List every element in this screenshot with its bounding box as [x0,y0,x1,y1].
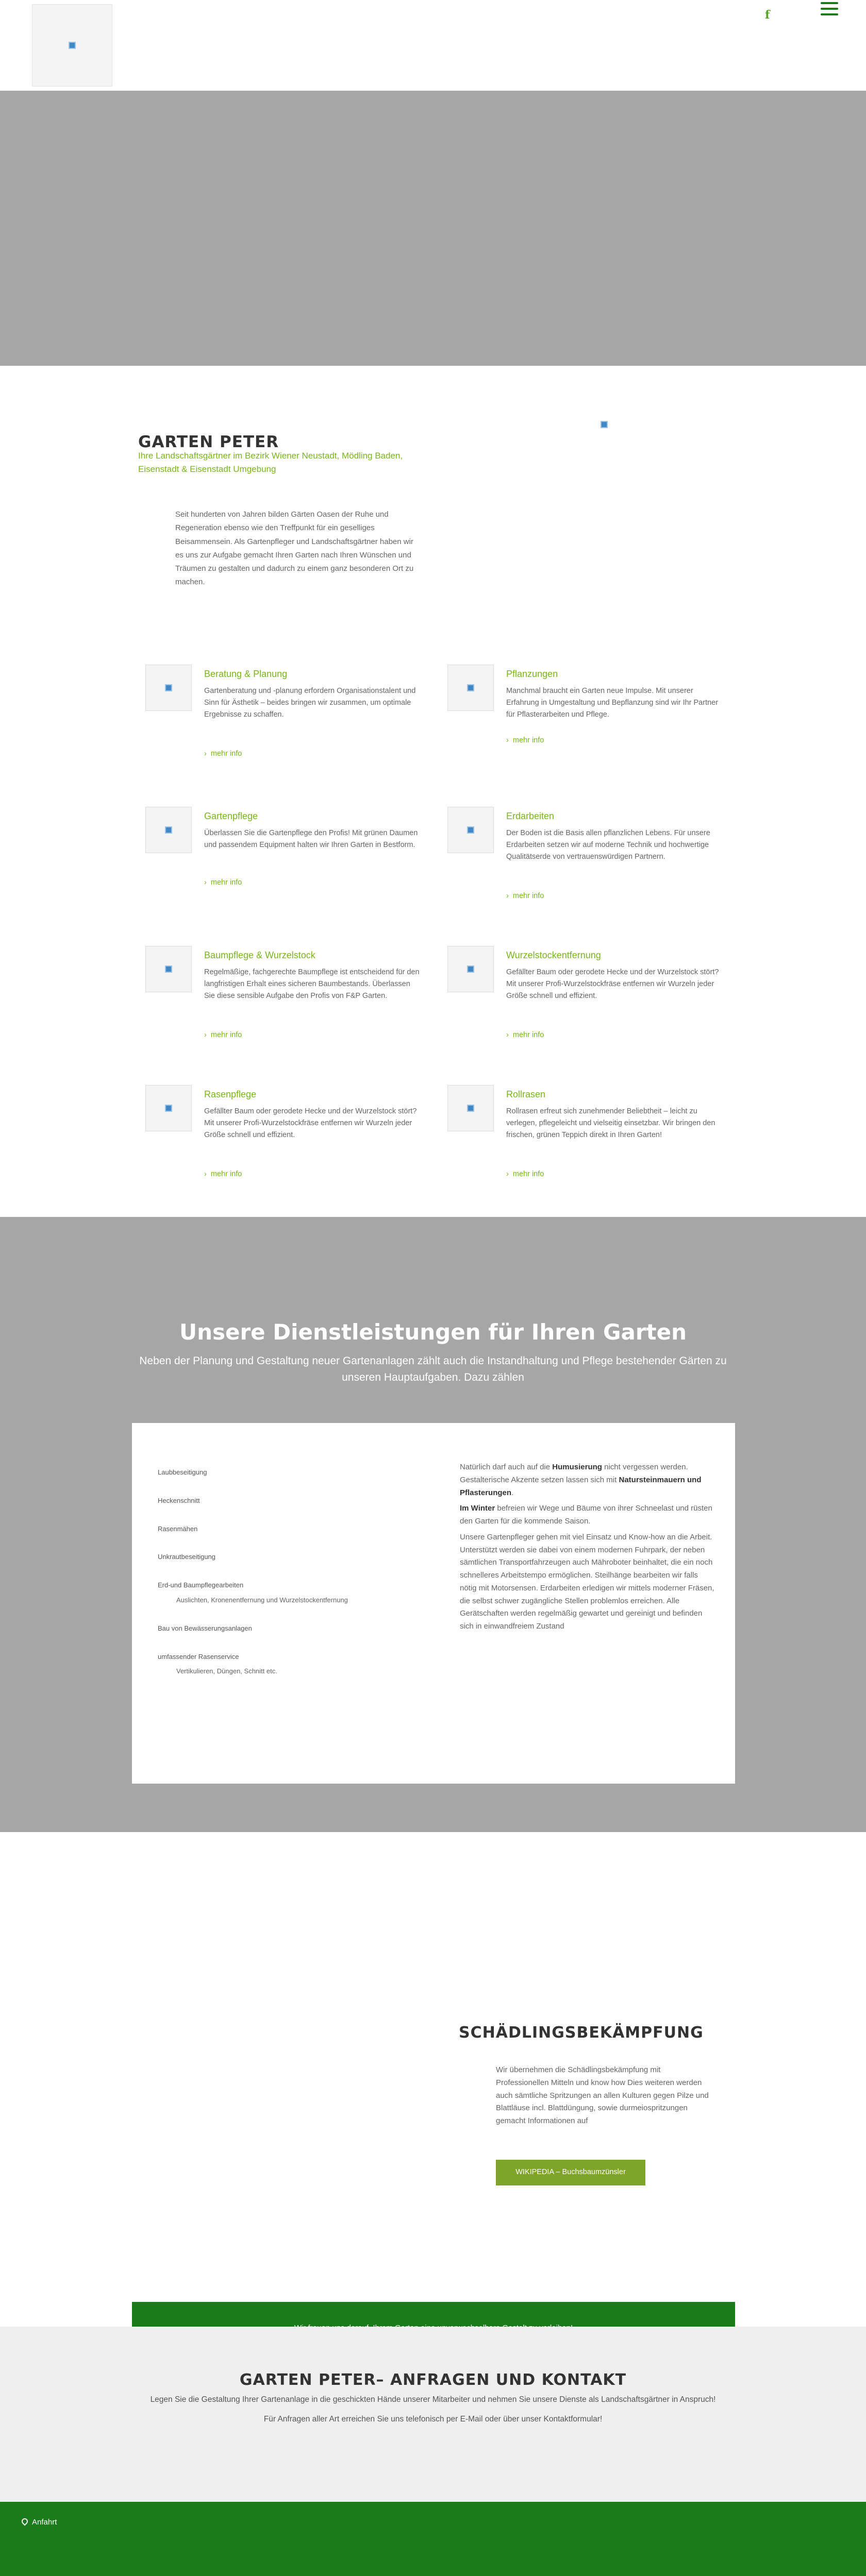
chevron-right-icon: › [204,1170,211,1178]
list-item: Bau von Bewässerungsanlagen [158,1624,252,1632]
services-overview-section [0,1217,866,1832]
intro-image [600,420,608,429]
section-title: SCHÄDLINGSBEKÄMPFUNG [459,2024,704,2042]
image-placeholder-icon [467,826,474,834]
intro-section [0,366,866,1217]
service-card [447,946,726,1070]
services-description [460,1461,715,1636]
image-placeholder-icon [467,965,474,973]
service-title[interactable]: Gartenpflege [204,811,258,821]
service-title[interactable]: Rasenpflege [204,1089,257,1099]
more-info-link[interactable]: › mehr info [506,1170,544,1178]
list-item: umfassender Rasenservice Vertikulieren, Düngen, Schnitt etc. [158,1652,405,1677]
list-item: Erd-und Baumpflegearbeiten Auslichten, Kronenentfernung und Wurzelstockentfernung [158,1580,405,1606]
section-subtitle: Neben der Planung und Gestaltung neuer Gartenanlagen zählt auch die Instandhaltung und Pflege bestehender Gärten zu unseren Hauptaufgaben. Dazu zählen [139,1355,727,1383]
site-logo[interactable] [32,4,112,87]
image-placeholder-icon [165,965,172,973]
service-card [145,807,424,930]
service-title[interactable]: Erdarbeiten [506,811,555,821]
hamburger-menu-icon[interactable] [821,2,838,18]
service-text: Überlassen Sie die Gartenpflege den Profis! Mit grünen Daumen und passendem Equipment halten wir Ihren Garten in Bestform. [204,829,418,850]
more-info-link[interactable]: › mehr info [506,736,544,744]
list-item-detail: Vertikulieren, Düngen, Schnitt etc. [176,1667,277,1675]
service-text: Rollrasen erfreut sich zunehmender Beliebtheit – leicht zu verlegen, pflegeleicht und vielseitig einsetzbar. Wir bringen den frischen, grünen Teppich direkt in Ihren Garten! [506,1107,715,1140]
service-card [447,665,726,788]
service-text: Gefällter Baum oder gerodete Hecke und der Wurzelstock stört? Mit unserer Profi-Wurzelstockfräse entfernen wir Wurzeln jeder Größe schnell und effizient. [204,1107,417,1140]
directions-link[interactable]: Anfahrt [22,2516,57,2529]
service-title[interactable]: Wurzelstockentfernung [506,950,601,960]
services-paragraph: Unsere Gartenpfleger gehen mit viel Einsatz und Know-how an die Arbeit. Unterstützt werden sie dabei von einem modernen Fuhrpark, der neben sämtlichen Transportfahrzeugen auch Mähroboter beinhaltet, die ein noch schnelleres Arbeitstempo ermöglichen. Steilhänge bearbeiten wir falls nötig mit Motorsensen. Erdarbeiten erledigen wir mittels moderner Fräsen, die selbst schwer zugängliche Stellen problemlos erreichen. Alle Gerätschaften werden regelmäßig gewartet und gereinigt und befinden sich in einwandfreiem Zustand [460,1532,714,1631]
more-info-link[interactable]: › mehr info [204,1170,242,1178]
service-image [145,946,192,992]
chevron-right-icon: › [204,750,211,758]
service-title[interactable]: Beratung & Planung [204,669,288,679]
service-image [145,665,192,711]
image-placeholder-icon [601,421,608,428]
list-item: Laubbeseitigung [158,1468,207,1476]
more-info-link[interactable]: › mehr info [204,878,242,887]
facebook-icon[interactable]: f [765,8,770,22]
service-card [447,1085,726,1209]
image-placeholder-icon [165,826,172,834]
service-title[interactable]: Rollrasen [506,1089,546,1099]
image-placeholder-icon [165,1105,172,1112]
service-text: Der Boden ist die Basis allen pflanzlichen Lebens. Für unsere Erdarbeiten setzen wir auf moderne Technik und hochwertige Qualitätserde von vertrauenswürdigen Partnern. [506,829,710,861]
chevron-right-icon: › [506,736,513,744]
service-image [145,807,192,853]
map-pin-icon [21,2517,29,2526]
page-title: GARTEN PETER [138,433,279,451]
intro-text: Seit hunderten von Jahren bilden Gärten Oasen der Ruhe und Regeneration ebenso wie den Treffpunkt für ein geselliges Beisammensein. Als Gartenpfleger und Landschaftsgärtner haben wir es uns zur Aufgabe gemacht Ihren Garten nach Ihren Wünschen und Träumen zu gestalten und dadurch zu einem ganz besonderen Ort zu machen. [175,510,414,587]
service-text: Gefällter Baum oder gerodete Hecke und der Wurzelstock stört? Mit unserer Profi-Wurzelstockfräse entfernen wir Wurzeln jeder Größe schnell und effizient. [506,968,719,1001]
chevron-right-icon: › [506,1031,513,1039]
service-image [447,946,494,992]
top-bar [0,0,866,91]
chevron-right-icon: › [506,1170,513,1178]
service-card [145,665,424,788]
service-title[interactable]: Pflanzungen [506,669,558,679]
service-image [447,807,494,853]
pest-control-section [0,1832,866,2327]
section-title: Unsere Dienstleistungen für Ihren Garten [179,1319,687,1345]
contact-text: Legen Sie die Gestaltung Ihrer Gartenanlage in die geschickten Hände unserer Mitarbeiter und nehmen Sie unsere Dienste als Landschaftsgärtner in Anspruch! [150,2395,716,2404]
list-item: Rasenmähen [158,1524,198,1533]
image-placeholder-icon [467,1105,474,1112]
service-card [447,807,726,930]
service-image [145,1085,192,1131]
service-card [145,946,424,1070]
section-title: GARTEN PETER– ANFRAGEN UND KONTAKT [239,2371,627,2389]
services-paragraph: Im Winter befreien wir Wege und Bäume von ihrer Schneelast und rüsten den Garten für die kommende Saison. [460,1504,712,1526]
service-text: Gartenberatung und -planung erfordern Organisationstalent und Sinn für Ästhetik – beides bringen wir zusammen, um optimale Ergebnisse zu schaffen. [204,687,416,719]
footer [0,2502,866,2576]
chevron-right-icon: › [506,892,513,900]
chevron-right-icon: › [204,1031,211,1039]
service-image [447,1085,494,1131]
page-subtitle: Ihre Landschaftsgärtner im Bezirk Wiener Neustadt, Mödling Baden, Eisenstadt & Eisenstadt Umgebung [138,451,403,474]
list-item: Heckenschnitt [158,1496,200,1504]
image-placeholder-icon [467,684,474,691]
more-info-link[interactable]: › mehr info [204,1031,242,1039]
image-placeholder-icon [165,684,172,691]
service-text: Manchmal braucht ein Garten neue Impulse. Mit unserer Erfahrung in Umgestaltung und Bepflanzung sind wir Ihr Partner für Pflasterarbeiten und Pflege. [506,687,719,719]
services-list [158,1467,405,1694]
service-image [447,665,494,711]
chevron-right-icon: › [204,878,211,887]
service-title[interactable]: Baumpflege & Wurzelstock [204,950,315,960]
list-item-detail: Auslichten, Kronenentfernung und Wurzelstockentfernung [176,1596,348,1604]
image-placeholder-icon [69,42,76,49]
pest-text: Wir übernehmen die Schädlingsbekämpfung mit Professionellen Mitteln und know how Dies weiteren werden auch sämtliche Spritzungen an allen Kulturen gegen Pilze und Blattläuse incl. Blattdüngung, sowie durmeiospritzungen gemacht Informationen auf [496,2065,709,2125]
service-text: Regelmäßige, fachgerechte Baumpflege ist entscheidend für den langfristigen Erhalt eines sicheren Baumbestands. Überlassen Sie diese sensible Aufgabe den Profis von F&P Garten. [204,968,420,1001]
contact-text: Für Anfragen aller Art erreichen Sie uns telefonisch per E-Mail oder über unser Kontaktformular! [263,2415,603,2424]
more-info-link[interactable]: › mehr info [204,750,242,758]
more-info-link[interactable]: › mehr info [506,892,544,900]
services-box [132,1423,735,1784]
hero-image [0,91,866,366]
services-paragraph: Natürlich darf auch auf die Humusierung nicht vergessen werden. Gestalterische Akzente setzen lassen sich mit Natursteinmauern und Pflasterungen. [460,1463,702,1497]
service-card [145,1085,424,1209]
list-item: Unkrautbeseitigung [158,1553,216,1561]
more-info-link[interactable]: › mehr info [506,1031,544,1039]
wikipedia-button[interactable]: WIKIPEDIA – Buchsbaumzünsler [496,2160,645,2185]
contact-section [0,2327,866,2502]
